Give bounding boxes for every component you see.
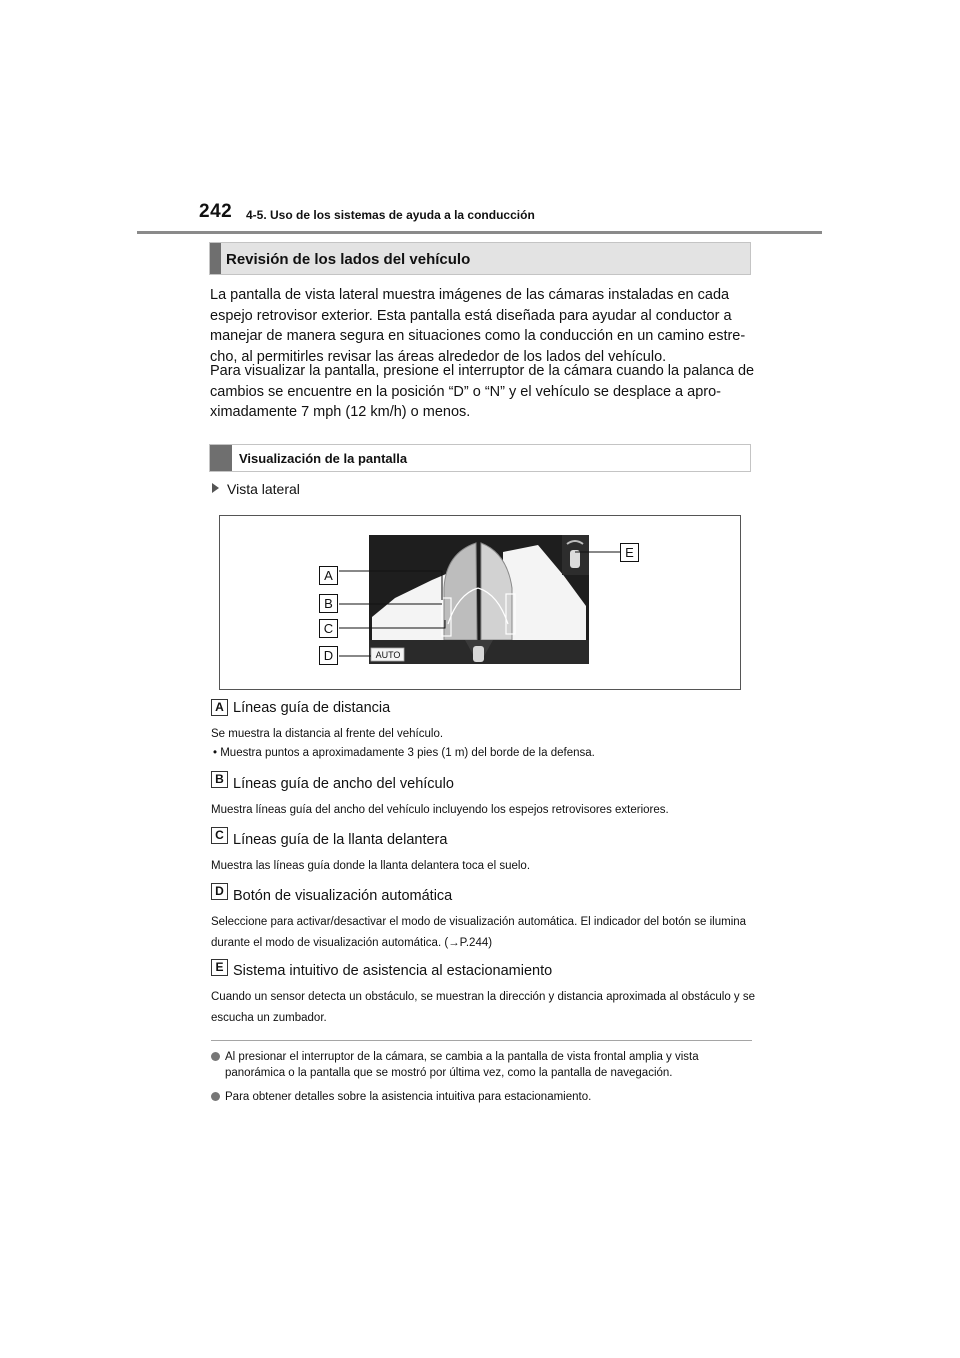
item-sub-a: • Muestra puntos a aproximadamente 3 pies (1 m) del borde de la defensa. xyxy=(213,747,595,759)
header-divider xyxy=(137,231,822,234)
heading-tab xyxy=(210,445,232,471)
item-badge-d: D xyxy=(211,883,228,900)
car-icon xyxy=(473,646,484,662)
heading-sub xyxy=(209,444,751,472)
item-title-c: Líneas guía de la llanta delantera xyxy=(233,832,448,848)
bullet-icon xyxy=(211,1052,220,1061)
note-1 xyxy=(211,1049,756,1081)
section-title: 4-5. Uso de los sistemas de ayuda a la conducción xyxy=(246,208,535,222)
heading-main-text: Revisión de los lados del vehículo xyxy=(226,251,471,268)
note-1-text: Al presionar el interruptor de la cámara, se cambia a la pantalla de vista frontal amplia y vista panorámica o la pantalla que se mostró por última vez, como la pantalla de navegación. xyxy=(225,1051,699,1079)
item-title-a: Líneas guía de distancia xyxy=(233,700,391,716)
item-badge-e: E xyxy=(211,959,228,976)
callout-b: B xyxy=(319,594,338,613)
item-badge-c: C xyxy=(211,827,228,844)
item-desc-b: Muestra líneas guía del ancho del vehículo incluyendo los espejos retrovisores exteriores. xyxy=(211,804,669,816)
item-badge-b: B xyxy=(211,771,228,788)
heading-tab xyxy=(210,243,221,274)
item-desc-d: Seleccione para activar/desactivar el modo de visualización automática. El indicador del botón se ilumina durante el modo de visualización automática. (→P.244) xyxy=(211,916,747,949)
callout-c: C xyxy=(319,619,338,638)
auto-button-label: AUTO xyxy=(375,650,401,660)
heading-sub-text: Visualización de la pantalla xyxy=(239,451,408,466)
heading-main xyxy=(209,242,751,275)
callout-d: D xyxy=(319,646,338,665)
page-number: 242 xyxy=(199,201,233,222)
intro-paragraph-2: Para visualizar la pantalla, presione el interruptor de la cámara cuando la palanca de cambios se encuentre en la posición “D” o “N” y el vehículo se desplace a apro-ximadamente 7 mph (12 km/h) o menos. xyxy=(210,363,755,421)
note-2 xyxy=(211,1089,756,1105)
item-desc-c: Muestra las líneas guía donde la llanta delantera toca el suelo. xyxy=(211,860,531,872)
intro-paragraph-1: La pantalla de vista lateral muestra imágenes de las cámaras instaladas en cada espejo retrovisor exterior. Esta pantalla está diseñada para ayudar al conductor a manejar de manera segura en situaciones como la conducción en un camino estre-cho, al permitirles revisar las áreas alrededor de los lados del vehículo. xyxy=(210,287,746,366)
item-desc-e: Cuando un sensor detecta un obstáculo, se muestran la dirección y distancia aproximada al obstáculo y se escucha un zumbador. xyxy=(211,991,756,1024)
note-2-text: Para obtener detalles sobre la asistencia intuitiva para estacionamiento. xyxy=(225,1091,592,1103)
item-badge-a: A xyxy=(211,699,228,716)
side-view-screen-illustration xyxy=(220,516,740,689)
item-title-b: Líneas guía de ancho del vehículo xyxy=(233,776,454,792)
notes-divider xyxy=(211,1040,752,1041)
callout-e: E xyxy=(620,543,639,562)
view-label xyxy=(212,481,300,497)
parking-assist-car-icon xyxy=(570,550,580,568)
callout-a: A xyxy=(319,566,338,585)
item-desc-a: Se muestra la distancia al frente del vehículo. xyxy=(211,728,444,740)
bullet-icon xyxy=(211,1092,220,1101)
item-title-e: Sistema intuitivo de asistencia al estacionamiento xyxy=(233,963,553,979)
triangle-bullet-icon xyxy=(212,483,219,493)
item-title-d: Botón de visualización automática xyxy=(233,888,453,904)
side-view-figure xyxy=(219,515,741,690)
view-label-text: Vista lateral xyxy=(227,481,300,497)
